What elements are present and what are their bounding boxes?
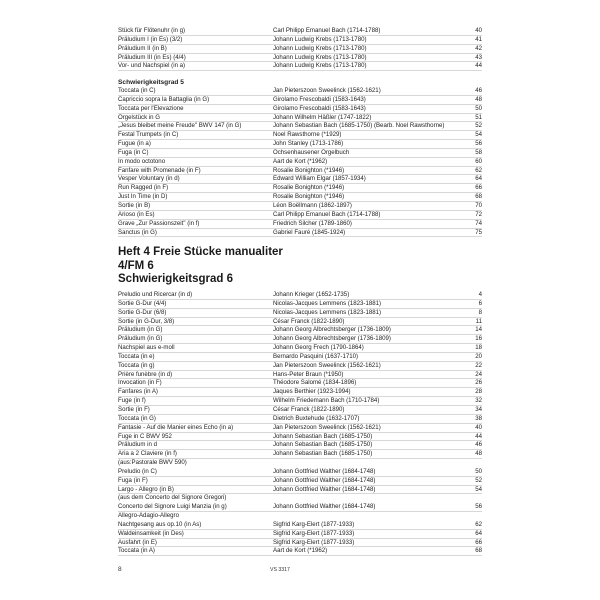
composer: Aart de Kort (*1962) (273, 157, 328, 165)
composer: Rosalie Bonighton (*1946) (273, 193, 345, 201)
page-ref: 44 (475, 432, 482, 440)
toc-row (118, 468, 482, 477)
toc-row (118, 379, 482, 388)
composer: Girolamo Frescobaldi (1583-1643) (273, 95, 366, 103)
page-ref: 14 (475, 326, 482, 334)
page-ref: 66 (475, 184, 482, 192)
piece-title: Aria a 2 Claviere (in f) (118, 450, 177, 458)
toc-row (118, 477, 482, 486)
toc-row (118, 105, 482, 114)
page-ref: 62 (475, 520, 482, 528)
composer: Girolamo Frescobaldi (1583-1643) (273, 104, 366, 112)
page-ref: 40 (475, 27, 482, 34)
piece-title: Fuga (in F) (118, 476, 148, 484)
toc-row (118, 158, 482, 167)
toc-row (118, 62, 482, 71)
toc-row (118, 344, 482, 353)
toc-row (118, 87, 482, 96)
composer: John Stanley (1713-1786) (273, 140, 344, 148)
piece-title: Präludium III (in Es) (4/4) (118, 53, 186, 61)
composer: Jan Pieterszoon Sweelinck (1562-1621) (273, 423, 381, 431)
toc-row (118, 335, 482, 344)
toc-row (118, 521, 482, 530)
page-ref: 18 (475, 344, 482, 352)
composer: Johann Gottfried Walther (1684-1748) (273, 503, 376, 511)
page-number: 8 (118, 566, 122, 573)
piece-title: Just In Time (in D) (118, 193, 168, 201)
piece-title: Preludio (in C) (118, 467, 157, 475)
composer: Léon Boëllmann (1862-1897) (273, 201, 352, 209)
composer: Bernardo Pasquini (1637-1710) (273, 352, 359, 360)
composer: Hans-Peter Braun (*1950) (273, 370, 344, 378)
toc-row (118, 415, 482, 424)
piece-title: Prière funèbre (in d) (118, 370, 173, 378)
toc-row (118, 220, 482, 229)
composer: Johann Sebastian Bach (1685-1750) (Bearb. Noel Rawsthorne) (273, 122, 445, 130)
composer: Johann Sebastian Bach (1685-1750) (273, 441, 373, 449)
section-heading: Schwierigkeitsgrad 5 (118, 79, 184, 86)
piece-title: Concerto del Signore Luigi Manzia (in g) (118, 503, 227, 511)
piece-title: Vor- und Nachspiel (in a) (118, 62, 186, 70)
page-ref: 41 (475, 35, 482, 43)
composer: Jaques Berthier (1923-1994) (273, 388, 351, 396)
page-ref: 42 (475, 44, 482, 52)
page-ref: 38 (475, 414, 482, 422)
toc-row (118, 175, 482, 184)
toc-row (118, 406, 482, 415)
page-ref: 32 (475, 397, 482, 405)
page-ref: 52 (475, 122, 482, 130)
toc-row (118, 318, 482, 327)
page-ref: 51 (475, 113, 482, 121)
composer: Gabriel Fauré (1845-1924) (273, 228, 346, 236)
toc-row (118, 291, 482, 300)
page-ref: 26 (475, 379, 482, 387)
composer: Carl Philipp Emanuel Bach (1714-1788) (273, 27, 381, 34)
toc-row (118, 388, 482, 397)
page-ref: 56 (475, 140, 482, 148)
composer: Sigfrid Karg-Elert (1877-1933) (273, 538, 355, 546)
toc-row (118, 211, 482, 220)
composer: Edward William Elgar (1857-1934) (273, 175, 366, 183)
piece-title: Toccata (in g) (118, 361, 155, 369)
composer: Ochsenhausener Orgelbuch (273, 148, 350, 156)
toc-row (118, 167, 482, 176)
composer: Johann Gottfried Walther (1684-1748) (273, 485, 376, 493)
composer: Johann Ludwig Krebs (1713-1780) (273, 35, 367, 43)
composer: Dietrich Buxtehude (1632-1707) (273, 414, 360, 422)
composer: Johann Sebastian Bach (1685-1750) (273, 432, 373, 440)
toc-row (118, 353, 482, 362)
toc-row (118, 494, 482, 503)
toc-row (118, 441, 482, 450)
piece-title: Largo - Allegro (in B) (118, 485, 174, 493)
composer: Johann Sebastian Bach (1685-1750) (273, 450, 373, 458)
toc-row (118, 36, 482, 45)
page-ref: 20 (475, 352, 482, 360)
composer: Rosalie Bonighton (*1946) (273, 166, 345, 174)
piece-title: Präludium (in G) (118, 326, 163, 334)
page-ref: 62 (475, 166, 482, 174)
composer: Johann Ludwig Krebs (1713-1780) (273, 62, 367, 70)
composer: Johann Krieger (1652-1735) (273, 291, 350, 298)
page-ref: 64 (475, 529, 482, 537)
piece-title: Sanctus (in G) (118, 228, 157, 236)
piece-title: Nachtgesang aus op.10 (in As) (118, 520, 202, 528)
page-ref: 74 (475, 219, 482, 227)
composer: Nicolas-Jacques Lemmens (1823-1881) (273, 308, 382, 316)
piece-title: Fantasie - Auf die Manier eines Echo (in a) (118, 423, 234, 431)
toc-row (118, 184, 482, 193)
piece-title: (aus dem Concerto del Signore Gregori) (118, 494, 227, 502)
piece-title: Sortie (in B) (118, 201, 151, 209)
toc-row (118, 512, 482, 521)
composer: Jan Pieterszoon Sweelinck (1562-1621) (273, 87, 381, 94)
toc-row (118, 362, 482, 371)
composer: Johann Georg Albrechtsberger (1736-1809) (273, 326, 391, 334)
toc-row (118, 459, 482, 468)
composer: Sigfrid Karg-Elert (1877-1933) (273, 520, 355, 528)
toc-row (118, 326, 482, 335)
toc-row (118, 229, 482, 238)
toc-row (118, 27, 482, 36)
toc-section-difficulty-4-end (118, 27, 482, 71)
page-ref: 34 (475, 405, 482, 413)
page-ref: 40 (475, 423, 482, 431)
piece-title: Waldeinsamkeit (in Des) (118, 529, 184, 537)
piece-title: Nachspiel aus e-moll (118, 344, 175, 352)
composer: Aart de Kort (*1962) (273, 547, 328, 555)
toc-row (118, 486, 482, 495)
piece-title: Präludium II (in B) (118, 44, 167, 52)
piece-title: Run Ragged (in F) (118, 184, 169, 192)
piece-title: „Jesus bleibet meine Freude" BWV 147 (in G) (118, 122, 242, 130)
toc-row (118, 45, 482, 54)
piece-title: Capriccio sopra la Battaglia (in G) (118, 95, 210, 103)
piece-title: Fuga (in C) (118, 148, 149, 156)
piece-title: Fuge (in f) (118, 397, 146, 405)
composer: Nicolas-Jacques Lemmens (1823-1881) (273, 299, 382, 307)
composer: César Franck (1822-1890) (273, 405, 345, 413)
page-ref: 43 (475, 53, 482, 61)
piece-title: Präludium in d (118, 441, 157, 449)
page-ref: 46 (475, 441, 482, 449)
catalog-code: VS 3317 (270, 567, 290, 573)
toc-row (118, 202, 482, 211)
page-ref: 28 (475, 388, 482, 396)
toc-row (118, 149, 482, 158)
piece-title: Sortie (in G-Dur, 3/8) (118, 317, 175, 325)
piece-title: Toccata per l'Elevazione (118, 104, 184, 112)
page-ref: 75 (475, 228, 482, 236)
piece-title: Grave „Zur Passionszeit" (in f) (118, 219, 200, 227)
composer: Johann Gottfried Walther (1684-1748) (273, 467, 376, 475)
toc-row (118, 371, 482, 380)
piece-title: Fugue (in a) (118, 140, 151, 148)
toc-row (118, 96, 482, 105)
composer: Carl Philipp Emanuel Bach (1714-1788) (273, 210, 381, 218)
piece-title: Toccata (in G) (118, 414, 156, 422)
page-ref: 44 (475, 62, 482, 70)
toc-row (118, 397, 482, 406)
toc-row (118, 530, 482, 539)
page-ref: 54 (475, 485, 482, 493)
composer: Sigfrid Karg-Elert (1877-1933) (273, 529, 355, 537)
page-ref: 24 (475, 370, 482, 378)
composer: Noel Rawsthorne (*1929) (273, 131, 342, 139)
toc-row (118, 140, 482, 149)
composer: Wilhelm Friedemann Bach (1710-1784) (273, 397, 380, 405)
toc-row (118, 547, 482, 556)
piece-title: Festal Trumpets (in C) (118, 131, 179, 139)
composer: Johann Ludwig Krebs (1713-1780) (273, 53, 367, 61)
page-ref: 68 (475, 547, 482, 555)
piece-title: Sortie (in F) (118, 405, 150, 413)
heft-difficulty: Schwierigkeitsgrad 6 (118, 273, 234, 285)
piece-title: Sortie G-Dur (6/8) (118, 308, 167, 316)
page-ref: 11 (475, 317, 482, 325)
piece-title: Toccata (in e) (118, 352, 155, 360)
page-ref: 48 (475, 95, 482, 103)
composer: Johann Ludwig Krebs (1713-1780) (273, 44, 367, 52)
composer: Friedrich Silcher (1789-1860) (273, 219, 352, 227)
page-ref: 52 (475, 476, 482, 484)
toc-row (118, 193, 482, 202)
toc-section-difficulty-5 (118, 87, 482, 237)
page-ref: 68 (475, 193, 482, 201)
composer: Théodore Salomé (1834-1896) (273, 379, 357, 387)
toc-row (118, 54, 482, 63)
page-ref: 4 (478, 291, 482, 298)
piece-title: Arioso (in Es) (118, 210, 155, 218)
toc-row (118, 450, 482, 459)
piece-title: Präludium (in G) (118, 335, 163, 343)
page-ref: 50 (475, 467, 482, 475)
page-ref: 60 (475, 157, 482, 165)
page-ref: 72 (475, 210, 482, 218)
piece-title: Toccata (in A) (118, 547, 155, 555)
piece-title: Stück für Flötenuhr (in g) (118, 27, 186, 34)
page-ref: 8 (478, 308, 482, 316)
piece-title: Invocation (in F) (118, 379, 162, 387)
piece-title: Ausfahrt (in E) (118, 538, 157, 546)
piece-title: Preludio und Ricercar (in d) (118, 291, 193, 298)
page-ref: 56 (475, 503, 482, 511)
composer: Johann Gottfried Walther (1684-1748) (273, 476, 376, 484)
heft-heading (118, 246, 283, 287)
page-ref: 16 (475, 335, 482, 343)
composer: Johann Wilhelm Häßler (1747-1822) (273, 113, 372, 121)
composer: Jan Pieterszoon Sweelinck (1562-1621) (273, 361, 381, 369)
page-ref: 54 (475, 131, 482, 139)
composer: Johann Georg Albrechtsberger (1736-1809) (273, 335, 391, 343)
toc-section-difficulty-6 (118, 291, 482, 556)
toc-row (118, 122, 482, 131)
page-ref: 66 (475, 538, 482, 546)
page-ref: 64 (475, 175, 482, 183)
piece-title: Toccata (in C) (118, 87, 156, 94)
page-ref: 50 (475, 104, 482, 112)
piece-title: Allegro-Adagio-Allegro (118, 512, 179, 520)
heft-title: Heft 4 Freie Stücke manualiter (118, 246, 283, 258)
page-ref: 6 (478, 299, 482, 307)
toc-row (118, 424, 482, 433)
piece-title: (aus:Pastorale BWV 590) (118, 459, 187, 467)
toc-row (118, 433, 482, 442)
composer: César Franck (1822-1890) (273, 317, 345, 325)
piece-title: In modo octotono (118, 157, 166, 165)
page-ref: 22 (475, 361, 482, 369)
toc-row (118, 131, 482, 140)
toc-row (118, 503, 482, 512)
page-ref: 46 (475, 87, 482, 94)
toc-row (118, 309, 482, 318)
piece-title: Fanfares (in A) (118, 388, 158, 396)
page-ref: 70 (475, 201, 482, 209)
page-ref: 48 (475, 450, 482, 458)
heft-code: 4/FM 6 (118, 259, 154, 272)
page-ref: 58 (475, 148, 482, 156)
piece-title: Orgelstück in G (118, 113, 160, 121)
toc-row (118, 539, 482, 548)
piece-title: Präludium I (in Es) (3/2) (118, 35, 183, 43)
piece-title: Fuge in C BWV 952 (118, 432, 172, 440)
toc-row (118, 300, 482, 309)
toc-row (118, 114, 482, 123)
piece-title: Vesper Voluntary (in d) (118, 175, 180, 183)
composer: Rosalie Bonighton (*1946) (273, 184, 345, 192)
piece-title: Sortie G-Dur (4/4) (118, 299, 167, 307)
composer: Johann Georg Frech (1790-1864) (273, 344, 364, 352)
piece-title: Fanfare with Promenade (in F) (118, 166, 201, 174)
